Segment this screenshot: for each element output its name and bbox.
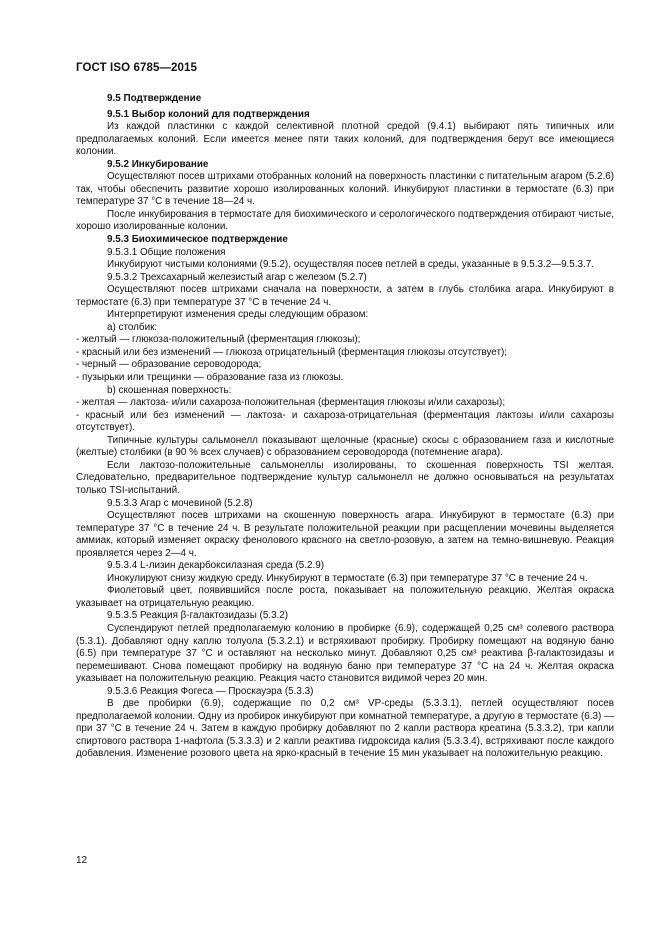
paragraph: Инкубируют чистыми колониями (9.5.2), осуществляя посев петлей в среды, указанные в 9.5.3.2—9.5.3.7.: [107, 259, 595, 271]
clause-heading-9-5-3-2: 9.5.3.2 Трехсахарный железистый агар с железом (5.2.7): [107, 271, 367, 283]
document-body: [76, 93, 614, 761]
list-heading-b: b) скошенная поверхность:: [107, 384, 232, 396]
list-item: - красный или без изменений — глюкоза отрицательный (ферментация глюкозы отсутствует);: [76, 346, 508, 358]
paragraph: После инкубирования в термостате для биохимического и серологического подтверждения отбирают чистые, хорошо изолированные колонии.: [76, 208, 614, 233]
paragraph: Осуществляют посев штрихами на скошенную поверхность агара. Инкубируют в термостате (6.3) при температуре 37 °С в течение 24 ч. В результате положительной реакции при расщеплении мочевины выделяется аммиак, который изменяет окраску фенолового красного на светло-розовую, а затем на темно-вишневую. Реакция проявляется через 2—4 ч.: [76, 510, 614, 559]
standard-header: ГОСТ ISO 6785—2015: [76, 62, 198, 74]
paragraph: Из каждой пластинки с каждой селективной плотной средой (9.4.1) выбирают пять типичных или предполагаемых колоний. Если имеется менее пяти таких колоний, для подтверждения берут все имеющиеся колонии.: [76, 121, 614, 158]
paragraph: Суспендируют петлей предполагаемую колонию в пробирке (6.9), содержащей 0,25 см³ солевого раствора (5.3.1). Добавляют одну каплю толуола (5.3.2.1) и встряхивают пробирку. Пробирку помещают на водяную баню (6.5) при температуре 37 °С и оставляют на несколько минут. Добавляют 0,25 см³ реактива β-галактозидазы и перемешивают. Снова помещают пробирку на водяную баню при температуре 37 °С на 24 ч. Желтая окраска указывает на положительную реакцию. Реакция часто становится видимой через 20 мин.: [76, 622, 614, 685]
subsection-heading-9-5-2: 9.5.2 Инкубирование: [107, 158, 209, 170]
clause-heading-9-5-3-3: 9.5.3.3 Агар с мочевиной (5.2.8): [107, 497, 253, 509]
list-item: - желтая — лактоза- и/или сахароза-положительная (ферментация глюкозы и/или сахарозы);: [76, 397, 506, 409]
paragraph: Инокулируют снизу жидкую среду. Инкубируют в термостате (6.3) при температуре 37 °С в течение 24 ч.: [107, 572, 588, 584]
clause-heading-9-5-3-6: 9.5.3.6 Реакция Фогеса — Проскауэра (5.3.3): [107, 685, 314, 697]
paragraph: В две пробирки (6.9), содержащие по 0,2 см³ VP-среды (5.3.3.1), петлей осуществляют посев предполагаемой колонии. Одну из пробирок инкубируют при комнатной температуре, а другую в термостате (6.3) — при 37 °С в течение 24 ч. Затем в каждую пробирку добавляют по 2 капли раствора креатина (5.3.3.2), три капли спиртового раствора 1-нафтола (5.3.3.3) и 2 капли реактива гидроксида калия (5.3.3.4), встряхивают после каждого добавления. Изменение розового цвета на ярко-красный в течение 15 мин указывает на положительную реакцию.: [76, 698, 614, 760]
paragraph: Интерпретируют изменения среды следующим образом:: [107, 309, 369, 321]
paragraph: Типичные культуры сальмонелл показывают щелочные (красные) скосы с образованием газа и кислотные (желтые) столбики (в 90 % всех случаев) с образованием сероводорода (потемнение агара).: [76, 434, 614, 459]
section-heading-9-5: 9.5 Подтверждение: [107, 93, 202, 104]
clause-heading-9-5-3-5: 9.5.3.5 Реакция β-галактозидазы (5.3.2): [107, 610, 289, 622]
page-number: 12: [76, 855, 88, 866]
clause-heading-9-5-3-4: 9.5.3.4 L-лизин декарбоксилазная среда (5.2.9): [107, 560, 324, 572]
paragraph: Фиолетовый цвет, появившийся после роста, показывает на положительную реакцию. Желтая окраска указывает на отрицательную реакцию.: [76, 585, 614, 609]
subsection-heading-9-5-1: 9.5.1 Выбор колоний для подтверждения: [107, 108, 310, 120]
subsection-heading-9-5-3: 9.5.3 Биохимическое подтверждение: [107, 234, 288, 246]
list-item: - пузырьки или трещинки — образование газа из глюкозы.: [76, 372, 344, 384]
paragraph: Если лактозо-положительные сальмонеллы изолированы, то скошенная поверхность TSI желтая. Следовательно, предварительное подтверждение культур сальмонелл не должно основываться на результатах только TSI-испытаний.: [76, 459, 614, 496]
paragraph: Осуществляют посев штрихами отобранных колоний на поверхность пластинки с питательным агаром (5.2.6) так, чтобы обеспечить развитие хорошо изолированных колоний. Инкубируют пластинки в термостате (6.3) при температуре 37 °С в течение 18—24 ч.: [76, 171, 614, 208]
list-item: - черный — образование сероводорода;: [76, 359, 262, 371]
list-item: - желтый — глюкоза-положительный (ферментация глюкозы);: [76, 334, 361, 346]
paragraph: Осуществляют посев штрихами сначала на поверхности, а затем в глубь столбика агара. Инкубируют в термостате (6.3) при температуре 37 °С в течение 24 ч.: [76, 284, 614, 308]
clause-heading-9-5-3-1: 9.5.3.1 Общие положения: [107, 246, 226, 258]
list-item: - красный или без изменений — лактоза- и сахароза-отрицательная (ферментация лактозы и/или сахарозы отсутствует).: [76, 409, 614, 434]
list-heading-a: а) столбик:: [107, 321, 158, 333]
